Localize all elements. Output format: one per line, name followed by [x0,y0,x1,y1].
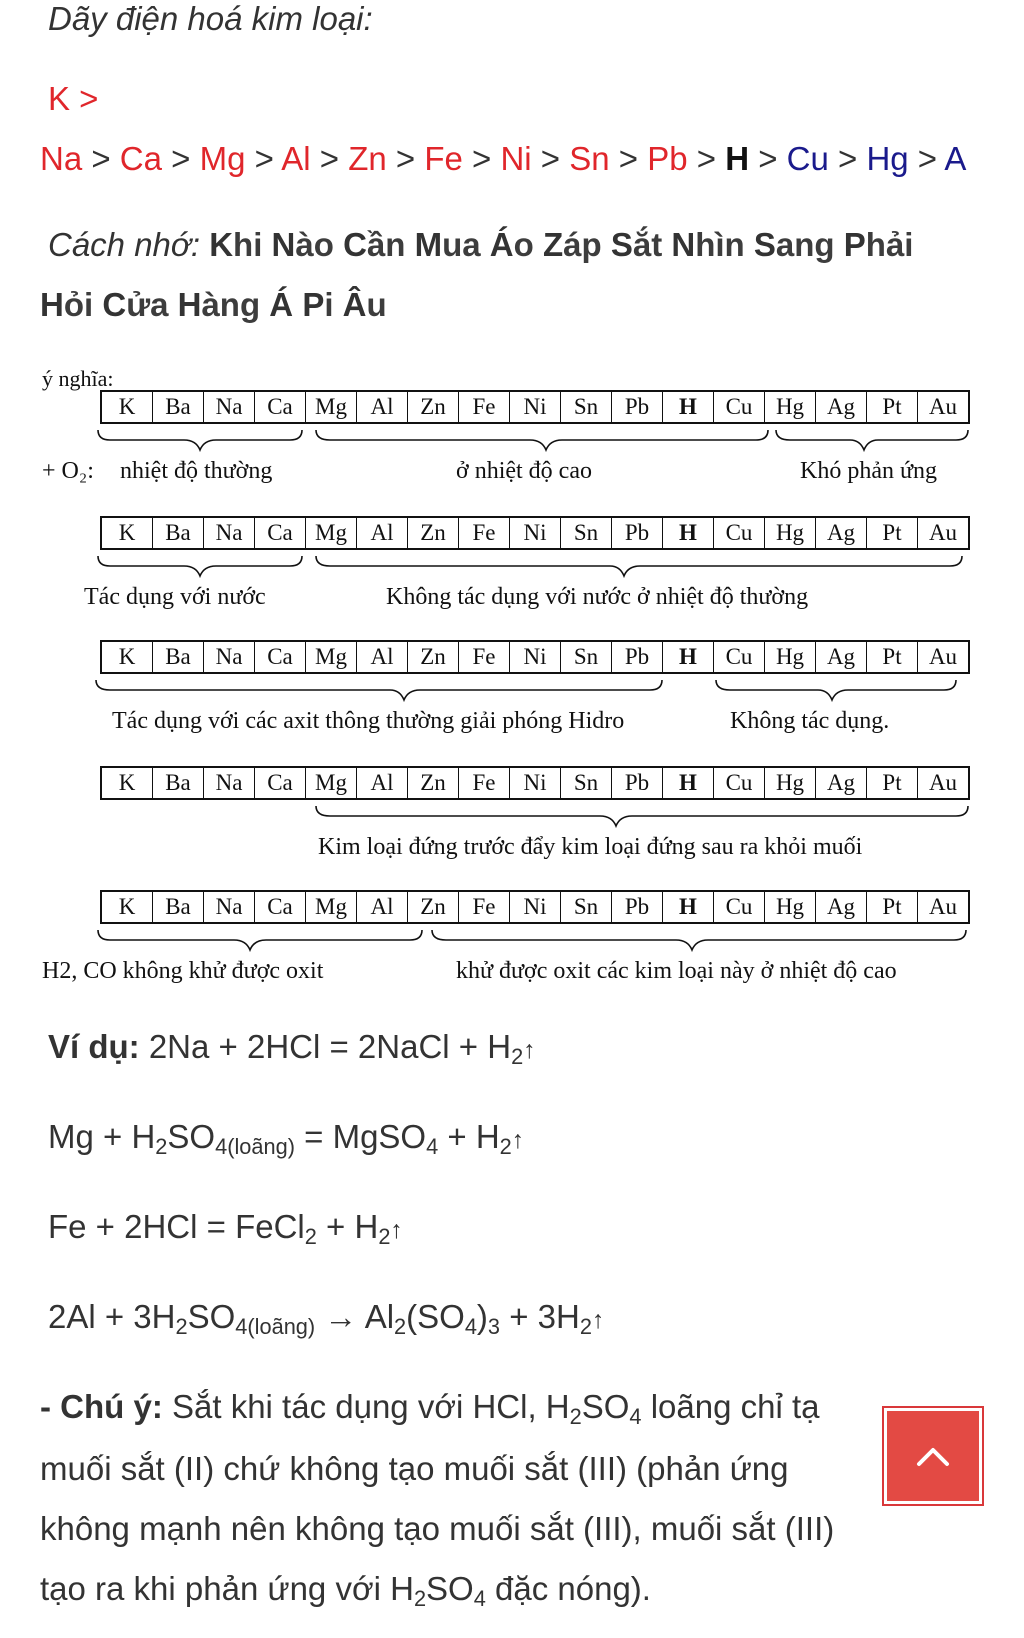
note-line-1: - Chú ý: Sắt khi tác dụng với HCl, $H_2SO_4$ loãng chỉ tạ [40,1388,820,1430]
row1-label-o2: + O₂: [42,458,94,484]
element-cell-mg: Mg [306,768,357,798]
example-eq-4: $2Al + 3H_2SO_{4(loãng)} \to Al_2(SO_4)_3$ + $3H_2↑$ [48,1298,605,1340]
row2-label-water: Tác dụng với nước [84,584,266,610]
element-cell-cu: Cu [714,642,765,672]
element-cell-ca: Ca [255,518,306,548]
example-eq-1: Ví dụ: 2Na + 2HCl = 2NaCl + $H_2↑$ [48,1028,536,1070]
note-line-3: không mạnh nên không tạo muối sắt (III), muối sắt (III) [40,1510,835,1547]
element-cell-ag: Ag [816,642,867,672]
series-separator: > [609,140,648,177]
element-cell-pb: Pb [612,392,663,422]
element-cell-zn: Zn [408,892,459,922]
element-cell-pt: Pt [867,392,918,422]
series-element: A [944,140,967,177]
element-cell-ni: Ni [510,642,561,672]
mnemonic-prefix: Cách nhớ: [48,226,201,263]
row5-label-noreduce: H2, CO không khử được oxit [42,958,324,984]
element-table-2 [100,516,970,550]
element-cell-ag: Ag [816,518,867,548]
element-cell-ni: Ni [510,892,561,922]
mnemonic-line-2 [40,286,387,324]
row3-label-noreact: Không tác dụng. [730,708,890,734]
element-cell-pb: Pb [612,768,663,798]
element-cell-hg: Hg [765,392,816,422]
element-cell-ca: Ca [255,768,306,798]
element-cell-h: H [663,518,714,548]
series-element: Ni [500,140,532,177]
element-cell-ni: Ni [510,768,561,798]
series-element: Zn [348,140,387,177]
element-cell-zn: Zn [408,392,459,422]
series-element: H [725,140,750,177]
element-cell-hg: Hg [765,768,816,798]
element-table-3 [100,640,970,674]
element-cell-fe: Fe [459,518,510,548]
element-cell-ba: Ba [153,518,204,548]
example-eq-2: $Mg + H_2SO_{4(loãng)}$ = MgSO$_4$ + $H_2↑$ [48,1118,525,1160]
element-cell-sn: Sn [561,768,612,798]
element-cell-zn: Zn [408,642,459,672]
series-line-2 [40,140,966,178]
element-cell-ba: Ba [153,892,204,922]
element-table-1 [100,390,970,424]
element-cell-hg: Hg [765,892,816,922]
element-cell-k: K [102,392,153,422]
element-cell-au: Au [928,894,958,919]
row1-label-hard: Khó phản ứng [800,458,937,484]
element-cell-mg: Mg [306,518,357,548]
element-cell-k: K [102,892,153,922]
chevron-up-icon [913,1442,953,1470]
series-separator: > [82,140,120,177]
element-cell-na: Na [204,518,255,548]
element-cell-sn: Sn [561,392,612,422]
element-cell-sn: Sn [561,892,612,922]
element-cell-pb: Pb [612,892,663,922]
element-cell-fe: Fe [459,892,510,922]
scroll-to-top-button[interactable] [884,1408,982,1504]
element-cell-sn: Sn [561,518,612,548]
element-cell-au: Au [928,520,958,545]
example-eq-3: Fe + 2HCl = FeCl$_2$ + $H_2↑$ [48,1208,403,1250]
element-cell-hg: Hg [765,518,816,548]
series-element: Na [40,140,83,177]
mnemonic-line-1 [48,226,913,264]
element-cell-hg: Hg [765,642,816,672]
series-element: Al [281,140,311,177]
element-cell-na: Na [204,642,255,672]
element-cell-al: Al [357,392,408,422]
row1-label-high: ở nhiệt độ cao [456,458,592,484]
series-element: Mg [199,140,246,177]
element-cell-ni: Ni [510,392,561,422]
series-element: Sn [569,140,610,177]
series-separator: > [310,140,349,177]
row3-label-acid: Tác dụng với các axit thông thường giải phóng Hidro [112,708,625,734]
page-heading: Dãy điện hoá kim loại: [48,0,373,37]
element-cell-na: Na [204,892,255,922]
element-cell-h: H [663,392,714,422]
series-separator: > [386,140,425,177]
series-separator: > [828,140,867,177]
element-cell-k: K [102,768,153,798]
element-cell-al: Al [357,642,408,672]
series-separator: > [687,140,726,177]
element-cell-na: Na [204,392,255,422]
element-cell-pb: Pb [612,642,663,672]
element-cell-ni: Ni [510,518,561,548]
note-line-4: tạo ra khi phản ứng với $H_2SO_4$ đặc nóng). [40,1570,651,1612]
series-element: Fe [424,140,463,177]
series-line-1: K > [48,80,99,117]
element-cell-h: H [663,892,714,922]
element-cell-mg: Mg [306,392,357,422]
element-table-5 [100,890,970,924]
mnemonic-text-1: Khi Nào Cần Mua Áo Záp Sắt Nhìn Sang Phải [209,226,914,263]
element-cell-ca: Ca [255,892,306,922]
element-cell-sn: Sn [561,642,612,672]
element-cell-ba: Ba [153,642,204,672]
element-cell-k: K [102,642,153,672]
series-separator: > [531,140,570,177]
element-cell-fe: Fe [459,392,510,422]
element-cell-h: H [663,768,714,798]
element-cell-al: Al [357,518,408,548]
series-separator: > [749,140,787,177]
element-cell-k: K [102,518,153,548]
element-cell-au: Au [928,770,958,795]
element-cell-zn: Zn [408,768,459,798]
row1-label-normal: nhiệt độ thường [120,458,273,484]
element-cell-al: Al [357,892,408,922]
element-cell-na: Na [204,768,255,798]
element-cell-h: H [663,642,714,672]
element-cell-zn: Zn [408,518,459,548]
element-cell-ag: Ag [816,768,867,798]
note-line-2: muối sắt (II) chứ không tạo muối sắt (III) (phản ứng [40,1450,789,1487]
element-cell-ca: Ca [255,642,306,672]
element-cell-pt: Pt [867,768,918,798]
row2-label-nowater: Không tác dụng với nước ở nhiệt độ thường [386,584,809,610]
series-element: Ca [119,140,162,177]
element-cell-cu: Cu [714,892,765,922]
series-element: Hg [866,140,909,177]
element-cell-fe: Fe [459,768,510,798]
series-separator: > [908,140,945,177]
element-cell-al: Al [357,768,408,798]
example-label: Ví dụ: [48,1028,140,1065]
element-cell-au: Au [928,644,958,669]
mnemonic-text-2: Hỏi Cửa Hàng Á Pi Âu [40,286,387,323]
series-separator: > [161,140,200,177]
element-cell-ag: Ag [816,392,867,422]
element-cell-cu: Cu [714,768,765,798]
element-cell-mg: Mg [306,642,357,672]
series-separator: > [462,140,501,177]
element-cell-pt: Pt [867,518,918,548]
element-cell-ca: Ca [255,392,306,422]
row4-label-displace: Kim loại đứng trước đẩy kim loại đứng sau ra khỏi muối [318,834,863,860]
element-table-4 [100,766,970,800]
element-cell-ba: Ba [153,768,204,798]
series-separator: > [245,140,282,177]
element-cell-au: Au [928,394,958,419]
note-label: - Chú ý: [40,1388,163,1425]
element-cell-mg: Mg [306,892,357,922]
series-element: Pb [647,140,688,177]
element-cell-cu: Cu [714,518,765,548]
element-cell-cu: Cu [714,392,765,422]
element-cell-pt: Pt [867,642,918,672]
element-cell-pb: Pb [612,518,663,548]
element-cell-fe: Fe [459,642,510,672]
element-cell-ag: Ag [816,892,867,922]
series-element: Cu [786,140,829,177]
meaning-label: ý nghĩa: [42,366,114,391]
row5-label-reduce: khử được oxit các kim loại này ở nhiệt độ cao [456,958,897,984]
element-cell-ba: Ba [153,392,204,422]
element-cell-pt: Pt [867,892,918,922]
